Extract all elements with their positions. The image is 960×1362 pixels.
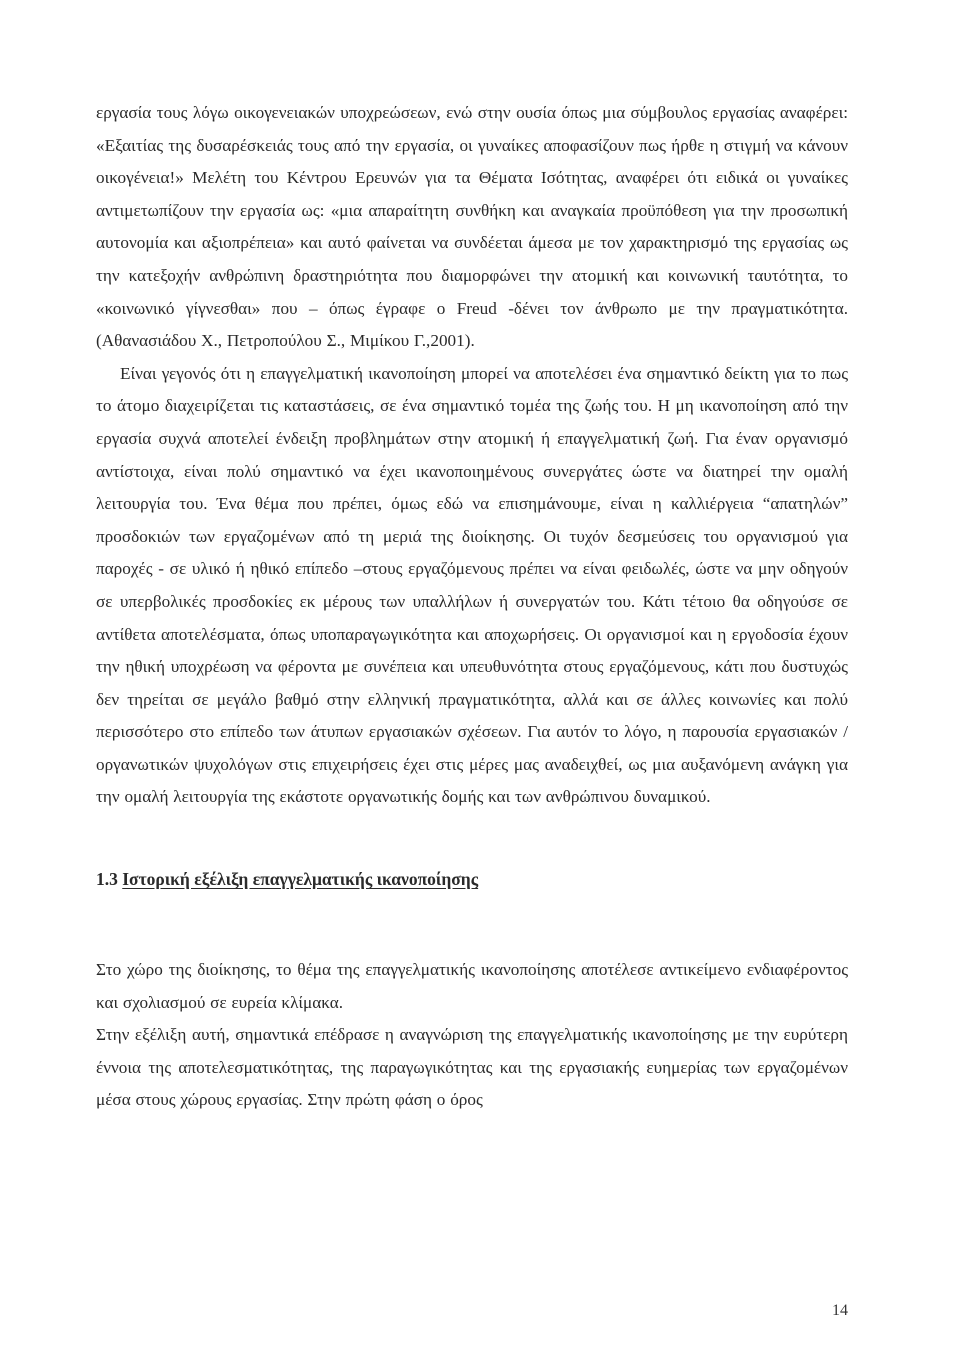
page-number: 14: [832, 1302, 848, 1319]
section-paragraph-1: Στο χώρο της διοίκησης, το θέμα της επαγγελματικής ικανοποίησης αποτέλεσε αντικείμενο ενδιαφέροντος και σχολιασμού σε ευρεία κλίμακα.: [96, 960, 848, 1012]
section-number: 1.3: [96, 869, 118, 890]
document-page: [96, 97, 848, 1117]
section-title: Ιστορική εξέλιξη επαγγελματικής ικανοποίησης: [122, 869, 479, 890]
section-paragraph-2: Στην εξέλιξη αυτή, σημαντικά επέδρασε η αναγνώριση της επαγγελματικής ικανοποίησης με την ευρύτερη έννοια της αποτελεσματικότητας, της παραγωγικότητας και της εργασιακής ευημερίας των εργαζομένων μέσα στους χώρους εργασίας. Στην πρώτη φάση ο όρος: [96, 1025, 848, 1110]
paragraph-2: Είναι γεγονός ότι η επαγγελματική ικανοποίηση μπορεί να αποτελέσει ένα σημαντικό δείκτη για το πως το άτομο διαχειρίζεται τις καταστάσεις, σε ένα σημαντικό τομέα της ζωής του. Η μη ικανοποίηση από την εργασία συχνά αποτελεί ένδειξη προβλημάτων στην ατομική ή επαγγελματική ζωή. Για έναν οργανισμό αντίστοιχα, είναι πολύ σημαντικό να έχει ικανοποιημένους συνεργάτες ώστε να διατηρεί την ομαλή λειτουργία του. Ένα θέμα που πρέπει, όμως εδώ να επισημάνουμε, είναι η καλλιέργεια “απατηλών” προσδοκιών των εργαζομένων από τη μεριά της διοίκησης. Οι τυχόν δεσμεύσεις του οργανισμού για παροχές - σε υλικό ή ηθικό επίπεδο –στους εργαζόμενους πρέπει να είναι φειδωλές, ώστε να μην οδηγούν σε υπερβολικές προσδοκίες εκ μέρους των υπαλλήλων ή συνεργατών του. Κάτι τέτοιο θα οδηγούσε σε αντίθετα αποτελέσματα, όπως υποπαραγωγικότητα και αποχωρήσεις. Οι οργανισμοί και η εργοδοσία έχουν την ηθική υποχρέωση να φέροντα με συνέπεια και υπευθυνότητα στους εργαζόμενους, κάτι που δυστυχώς δεν τηρείται σε μεγάλο βαθμό στην ελληνική πραγματικότητα, αλλά και σε άλλες κοινωνίες και πολύ περισσότερο στο επίπεδο των άτυπων εργασιακών σχέσεων. Για αυτόν το λόγο, η παρουσία εργασιακών / οργανωτικών ψυχολόγων στις επιχειρήσεις έχει στις μέρες μας αναδειχθεί, ως μια αυξανόμενη ανάγκη για την ομαλή λειτουργία της εκάστοτε οργανωτικής δομής και των ανθρώπινου δυναμικού.: [96, 363, 848, 807]
section-heading: [96, 863, 848, 895]
paragraph-1: εργασία τους λόγω οικογενειακών υποχρεώσεων, ενώ στην ουσία όπως μια σύμβουλος εργασίας αναφέρει: «Εξαιτίας της δυσαρέσκειάς τους από την εργασία, οι γυναίκες αποφασίζουν πως ήρθε η στιγμή να κάνουν οικογένεια!» Μελέτη του Κέντρου Ερευνών για τα Θέματα Ισότητας, αναφέρει ότι ειδικά οι γυναίκες αντιμετωπίζουν την εργασία ως: «μια απαραίτητη συνθήκη και αναγκαία προϋπόθεση για την προσωπική αυτονομία και αξιοπρέπεια» και αυτό φαίνεται να συνδέεται άμεσα με τον χαρακτηρισμό της εργασίας ως την κατεξοχήν ανθρώπινη δραστηριότητα που διαμορφώνει την ατομική και κοινωνική ταυτότητα, το «κοινωνικό γίγνεσθαι» που – όπως έγραφε ο Freud -δένει τον άνθρωπο με την πραγματικότητα. (Αθανασιάδου Χ., Πετροπούλου Σ., Μιμίκου Γ.,2001).: [96, 103, 848, 351]
